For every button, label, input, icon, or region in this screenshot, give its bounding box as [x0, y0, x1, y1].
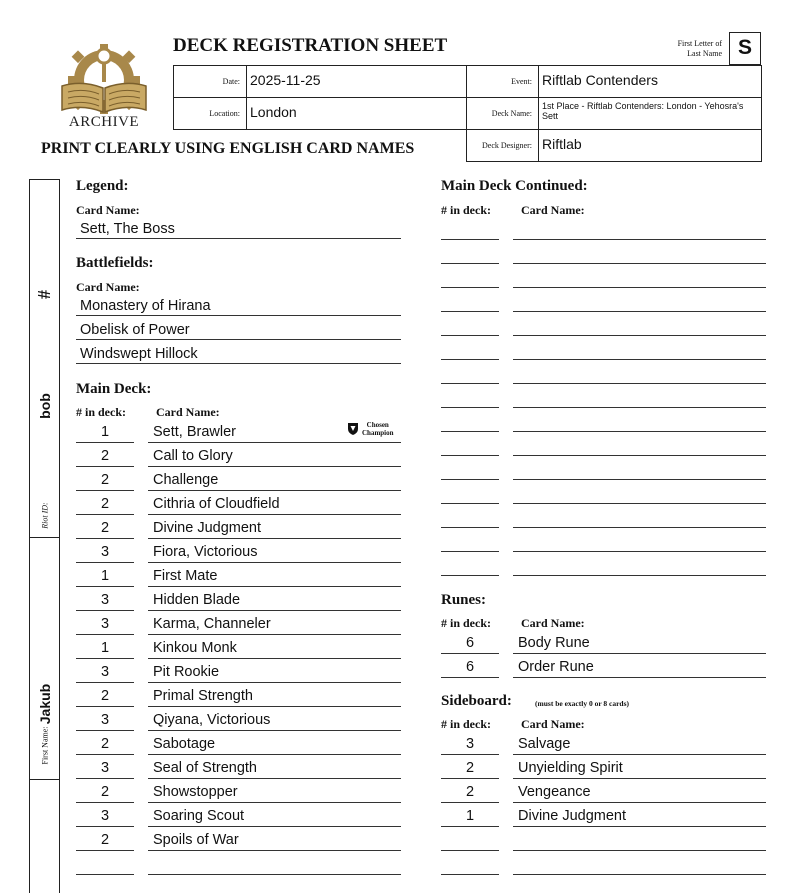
card-count[interactable]: 2: [100, 496, 110, 512]
card-count[interactable]: 2: [465, 760, 475, 776]
card-name[interactable]: Primal Strength: [153, 688, 253, 704]
runes-heading: Runes:: [441, 592, 487, 608]
card-name[interactable]: Kinkou Monk: [153, 640, 237, 656]
card-count[interactable]: 2: [100, 736, 110, 752]
card-count[interactable]: 2: [100, 472, 110, 488]
first-name-value: Jakub: [37, 683, 53, 725]
archive-logo: [48, 38, 160, 134]
card-name[interactable]: Sett, Brawler: [153, 424, 236, 440]
card-row[interactable]: [76, 661, 401, 685]
card-name[interactable]: Spoils of War: [153, 832, 239, 848]
hash-label: #: [34, 290, 54, 299]
battlefields-heading: Battlefields:: [76, 255, 154, 271]
card-row[interactable]: [76, 613, 401, 637]
deck-name-value: 1st Place - Riftlab Contenders: London - Yehosra's Sett: [542, 101, 744, 121]
card-row[interactable]: [76, 805, 401, 829]
deck-name-label: Deck Name:: [491, 109, 532, 118]
card-name[interactable]: Showstopper: [153, 784, 238, 800]
card-row[interactable]: [441, 482, 766, 506]
card-row[interactable]: [76, 589, 401, 613]
card-row[interactable]: [441, 554, 766, 578]
card-row[interactable]: [441, 656, 766, 680]
card-row[interactable]: [76, 637, 401, 661]
card-row[interactable]: [441, 386, 766, 410]
location-label: Location:: [209, 109, 240, 118]
card-name[interactable]: Divine Judgment: [153, 520, 261, 536]
card-row[interactable]: [441, 434, 766, 458]
card-name[interactable]: Order Rune: [518, 659, 594, 675]
legend-card[interactable]: Sett, The Boss: [80, 221, 175, 237]
card-count[interactable]: 1: [465, 808, 475, 824]
battlefield-card[interactable]: Windswept Hillock: [80, 346, 198, 362]
card-row[interactable]: [76, 685, 401, 709]
deck-designer-label: Deck Designer:: [482, 141, 532, 150]
first-letter-box[interactable]: [729, 32, 761, 65]
card-row[interactable]: [76, 541, 401, 565]
chosen-champion-label: Chosen Champion: [362, 421, 394, 437]
card-count[interactable]: 1: [100, 640, 110, 656]
card-row[interactable]: [441, 757, 766, 781]
card-row[interactable]: [441, 458, 766, 482]
card-row[interactable]: [76, 565, 401, 589]
first-letter-value: S: [737, 36, 752, 59]
card-row[interactable]: [441, 218, 766, 242]
riot-id-label: Riot ID:: [40, 502, 50, 529]
battlefield-card[interactable]: Obelisk of Power: [80, 322, 190, 338]
card-count[interactable]: 2: [100, 688, 110, 704]
card-row[interactable]: [76, 517, 401, 541]
card-name[interactable]: Pit Rookie: [153, 664, 220, 680]
card-row[interactable]: [441, 632, 766, 656]
legend-heading: Legend:: [76, 178, 129, 194]
card-row[interactable]: [441, 338, 766, 362]
first-name-label: First Name:: [40, 726, 50, 765]
card-name[interactable]: Divine Judgment: [518, 808, 626, 824]
card-row[interactable]: [441, 314, 766, 338]
date-value: 2025-11-25: [250, 72, 321, 88]
card-count[interactable]: 3: [100, 664, 110, 680]
card-name[interactable]: First Mate: [153, 568, 218, 584]
card-row[interactable]: [76, 445, 401, 469]
sideboard-note: (must be exactly 0 or 8 cards): [535, 699, 630, 708]
card-count[interactable]: 2: [465, 784, 475, 800]
card-count[interactable]: 2: [100, 448, 110, 464]
card-row[interactable]: [441, 805, 766, 829]
card-row[interactable]: [441, 530, 766, 554]
card-count[interactable]: 2: [100, 520, 110, 536]
main-deck-count-label: # in deck:: [76, 405, 127, 419]
card-row[interactable]: [76, 469, 401, 493]
card-row[interactable]: [76, 829, 401, 853]
card-count[interactable]: 1: [100, 424, 110, 440]
riot-id-value: bob: [37, 393, 53, 419]
card-count[interactable]: 3: [100, 712, 110, 728]
card-name[interactable]: Hidden Blade: [153, 592, 241, 608]
event-value: Riftlab Contenders: [542, 72, 658, 88]
card-name[interactable]: Salvage: [518, 736, 571, 752]
card-row[interactable]: [76, 781, 401, 805]
location-value: London: [250, 104, 297, 120]
card-name[interactable]: Unyielding Spirit: [518, 760, 623, 776]
first-letter-label: First Letter of Last Name: [677, 39, 722, 58]
card-row[interactable]: [76, 733, 401, 757]
card-name[interactable]: Challenge: [153, 472, 219, 488]
card-count[interactable]: 3: [100, 808, 110, 824]
runes-count-label: # in deck:: [441, 616, 492, 630]
event-label: Event:: [511, 77, 532, 86]
card-row[interactable]: [76, 421, 401, 445]
card-row[interactable]: [76, 757, 401, 781]
card-row[interactable]: [76, 493, 401, 517]
card-row[interactable]: [441, 853, 766, 877]
card-name[interactable]: Cithria of Cloudfield: [153, 496, 280, 512]
card-name[interactable]: Vengeance: [518, 784, 591, 800]
card-name[interactable]: Soaring Scout: [153, 808, 245, 824]
card-row[interactable]: [76, 853, 401, 877]
card-count[interactable]: 6: [465, 659, 475, 675]
card-count[interactable]: 2: [100, 832, 110, 848]
main-deck-card-name-label: Card Name:: [156, 405, 220, 419]
card-name[interactable]: Body Rune: [518, 635, 590, 651]
date-label: Date:: [222, 77, 240, 86]
card-name[interactable]: Karma, Channeler: [153, 616, 271, 632]
battlefield-card[interactable]: Monastery of Hirana: [80, 298, 211, 314]
card-name[interactable]: Fiora, Victorious: [153, 544, 258, 560]
continued-card-name-label: Card Name:: [521, 203, 585, 217]
card-count[interactable]: 3: [100, 544, 110, 560]
card-row[interactable]: [441, 781, 766, 805]
card-name[interactable]: Call to Glory: [153, 448, 233, 464]
card-name[interactable]: Sabotage: [153, 736, 216, 752]
sideboard-card-name-label: Card Name:: [521, 717, 585, 731]
print-notice: PRINT CLEARLY USING ENGLISH CARD NAMES: [41, 140, 415, 157]
card-row[interactable]: [441, 242, 766, 266]
card-count[interactable]: 1: [100, 568, 110, 584]
logo-text: ARCHIVE: [68, 114, 140, 130]
sheet-title: DECK REGISTRATION SHEET: [173, 35, 448, 56]
sideboard-heading: Sideboard:: [441, 693, 512, 709]
main-deck-heading: Main Deck:: [76, 381, 152, 397]
continued-count-label: # in deck:: [441, 203, 492, 217]
card-name[interactable]: Qiyana, Victorious: [153, 712, 271, 728]
card-row[interactable]: [441, 290, 766, 314]
card-row[interactable]: [76, 709, 401, 733]
card-row[interactable]: [441, 829, 766, 853]
deck-designer-value: Riftlab: [542, 136, 582, 152]
main-deck-continued-heading: Main Deck Continued:: [441, 178, 588, 194]
card-count[interactable]: 3: [465, 736, 475, 752]
card-row[interactable]: [441, 733, 766, 757]
card-count[interactable]: 6: [465, 635, 475, 651]
card-row[interactable]: [441, 362, 766, 386]
legend-card-name-label: Card Name:: [76, 203, 140, 217]
card-row[interactable]: [441, 410, 766, 434]
card-name[interactable]: Seal of Strength: [153, 760, 257, 776]
card-row[interactable]: [441, 506, 766, 530]
card-row[interactable]: [441, 266, 766, 290]
card-count[interactable]: 3: [100, 592, 110, 608]
card-count[interactable]: 3: [100, 616, 110, 632]
runes-card-name-label: Card Name:: [521, 616, 585, 630]
card-count[interactable]: 2: [100, 784, 110, 800]
card-count[interactable]: 3: [100, 760, 110, 776]
sideboard-count-label: # in deck:: [441, 717, 492, 731]
battlefields-card-name-label: Card Name:: [76, 280, 140, 294]
